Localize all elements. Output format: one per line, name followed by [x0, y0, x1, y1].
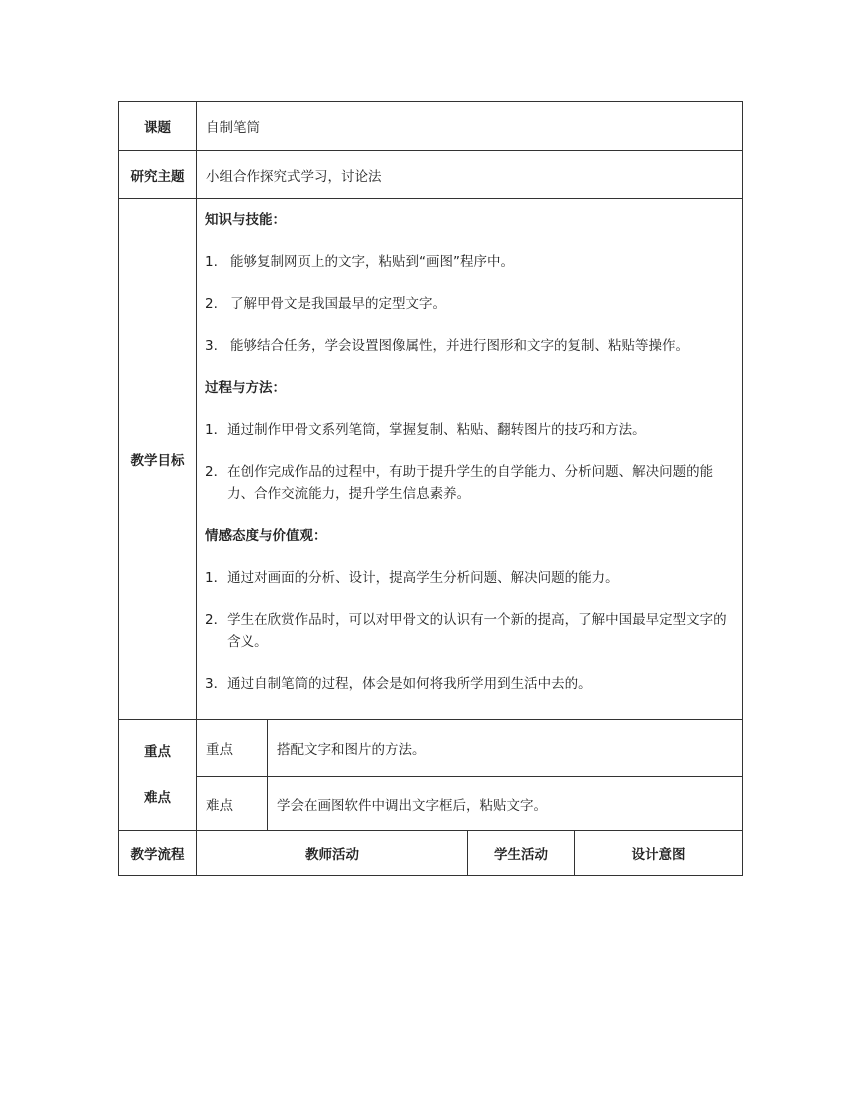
goals-row	[119, 199, 743, 720]
item-number: 1.	[205, 254, 218, 270]
key-text: 搭配文字和图片的方法。	[268, 720, 743, 777]
attitude-title: 情感态度与价值观：	[205, 528, 327, 544]
keypoints-label	[119, 720, 197, 831]
item-text: 能够结合任务，学会设置图像属性，并进行图形和文字的复制、粘贴等操作。	[230, 338, 689, 354]
item-text: 了解甲骨文是我国最早的定型文字。	[230, 296, 446, 312]
topic-value: 自制笔筒	[197, 102, 743, 151]
item-number: 2．	[205, 464, 228, 480]
keypoints-content	[197, 720, 743, 831]
attitude-item	[205, 567, 732, 589]
key-sub-label: 重点	[197, 720, 268, 777]
knowledge-item	[205, 293, 732, 315]
attitude-item	[205, 673, 732, 695]
theme-value: 小组合作探究式学习，讨论法	[197, 151, 743, 199]
process-title: 过程与方法：	[205, 380, 286, 396]
difficulty-text: 学会在画图软件中调出文字框后，粘贴文字。	[277, 797, 547, 814]
theme-row	[119, 151, 743, 199]
keypoints-row	[119, 720, 743, 831]
topic-label: 课题	[119, 102, 197, 151]
item-text: 能够复制网页上的文字，粘贴到“画图”程序中。	[230, 254, 514, 270]
item-number: 2.	[205, 296, 218, 312]
flow-label: 教学流程	[119, 831, 197, 876]
process-item	[205, 419, 732, 441]
goals-content	[197, 199, 743, 720]
student-activity-header: 学生活动	[468, 831, 575, 876]
teacher-activity-header: 教师活动	[197, 831, 468, 876]
knowledge-item	[205, 335, 732, 357]
item-text: 在创作完成作品的过程中，有助于提升学生的自学能力、分析问题、解决问题的能力、合作交流能力，提升学生信息素养。	[227, 464, 714, 502]
lesson-plan-table	[118, 101, 743, 876]
item-number: 1．	[205, 570, 228, 586]
item-text: 学生在欣赏作品时，可以对甲骨文的认识有一个新的提高，了解中国最早定型文字的含义。	[227, 612, 727, 650]
item-number: 2．	[205, 612, 228, 628]
flow-header-row	[119, 831, 743, 876]
item-text: 通过对画面的分析、设计，提高学生分析问题、解决问题的能力。	[227, 570, 619, 586]
topic-row	[119, 102, 743, 151]
process-item	[205, 461, 732, 505]
design-intent-header: 设计意图	[575, 831, 743, 876]
item-text: 通过自制笔筒的过程，体会是如何将我所学用到生活中去的。	[227, 676, 592, 692]
key-label: 重点	[144, 744, 171, 760]
attitude-item	[205, 609, 732, 653]
item-text: 通过制作甲骨文系列笔筒，掌握复制、粘贴、翻转图片的技巧和方法。	[227, 422, 646, 438]
keypoints-inner-table	[197, 720, 742, 830]
item-number: 3．	[205, 676, 228, 692]
theme-label: 研究主题	[119, 151, 197, 199]
item-number: 3.	[205, 338, 218, 354]
goals-label: 教学目标	[119, 199, 197, 720]
item-number: 1．	[205, 422, 228, 438]
difficulty-label: 难点	[144, 790, 171, 806]
knowledge-item	[205, 251, 732, 273]
difficulty-sub-label: 难点	[197, 777, 268, 831]
knowledge-title: 知识与技能：	[205, 212, 286, 228]
